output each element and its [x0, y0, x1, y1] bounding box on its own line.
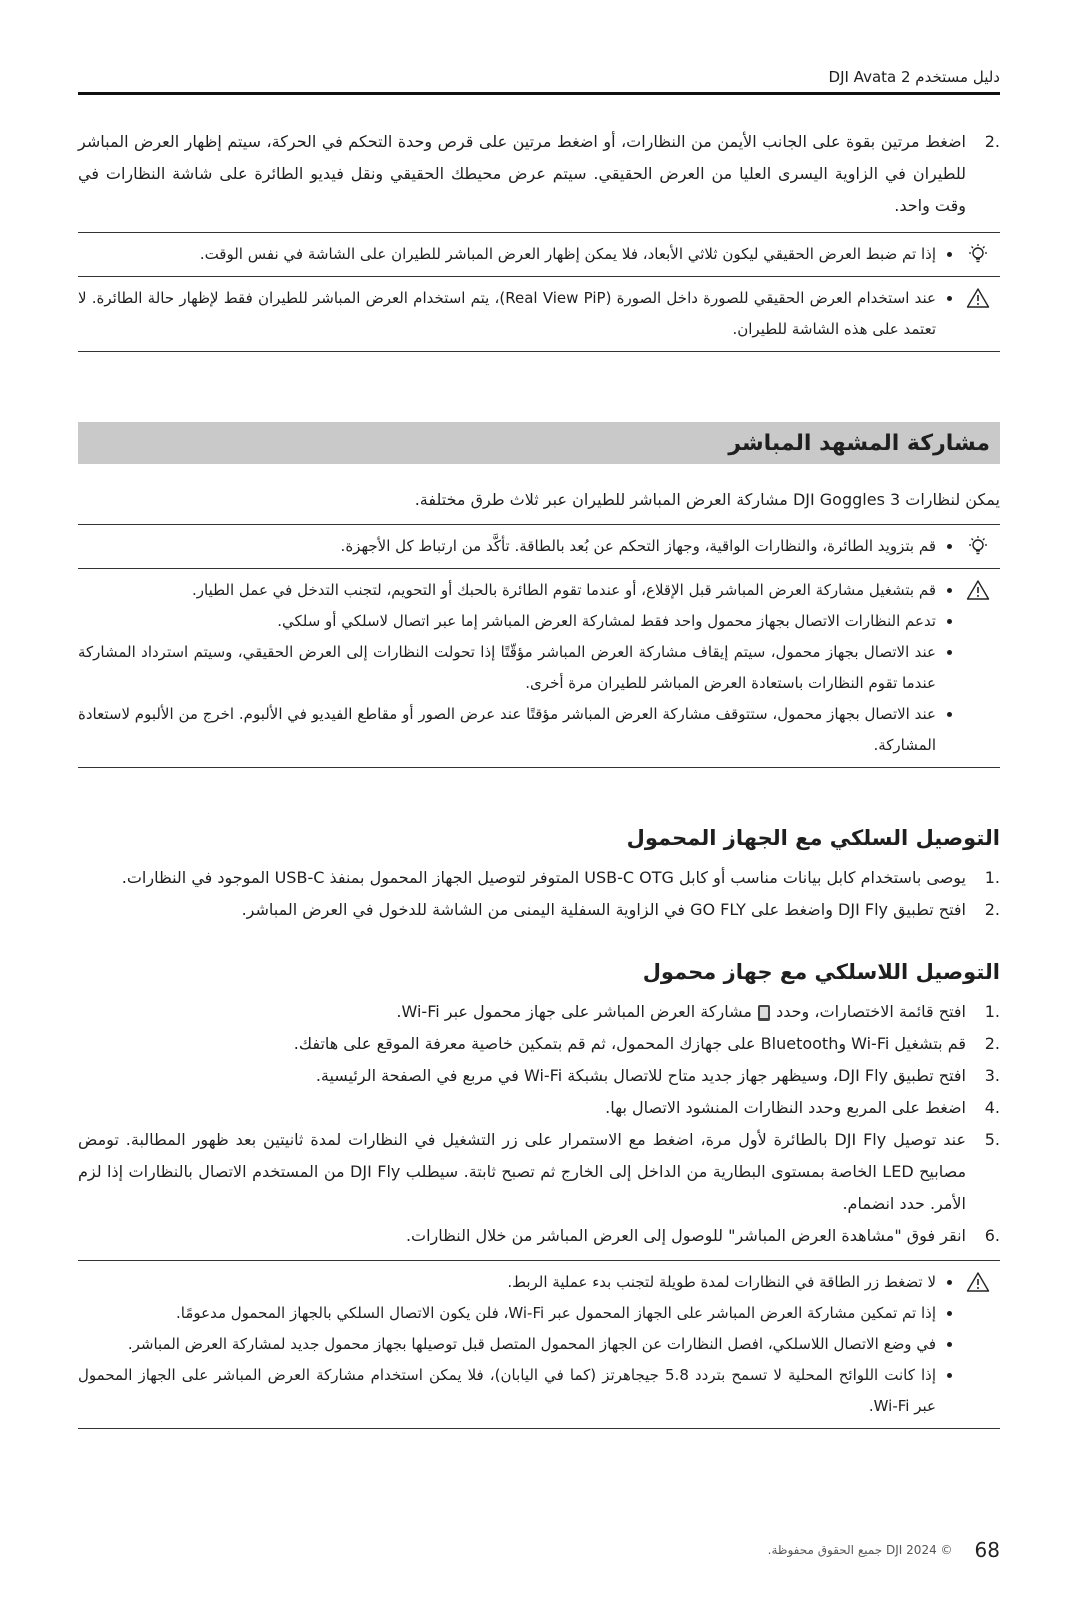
step-text-before: افتح قائمة الاختصارات، وحدد [776, 1002, 966, 1021]
step-number: .2 [984, 900, 1000, 919]
list-item: • إذا تم تمكين مشاركة العرض المباشر على الجهاز المحمول عبر Wi-Fi، فلن يكون الاتصال السلكي بالجهاز المحمول مدعومًا. [78, 1298, 936, 1329]
page-number: 68 [974, 1538, 1000, 1562]
step-number: .2 [984, 132, 1000, 151]
step-text: انقر فوق "مشاهدة العرض المباشر" للوصول إلى العرض المباشر من خلال النظارات. [405, 1226, 966, 1245]
wireless-step-5 [78, 1124, 1000, 1220]
top-warning-box [78, 276, 1000, 352]
warning-icon [956, 1267, 1000, 1422]
step-text: اضغط مرتين بقوة على الجانب الأيمن من النظارات، أو اضغط مرتين على قرص وحدة التحكم في الحركة، سيتم إظهار العرض المباشر للطيران في الزاوية اليسرى العليا من العرض الحقيقي. سيتم عرض محيطك الحقيقي ونقل فيديو الطائرة على شاشة النظارات في وقت واحد. [78, 132, 966, 215]
step-number: .4 [984, 1098, 1000, 1117]
step-number: .3 [984, 1066, 1000, 1085]
step-number: .6 [984, 1226, 1000, 1245]
section-title-bar [78, 422, 1000, 464]
list-item: • عند الاتصال بجهاز محمول، ستتوقف مشاركة العرض المباشر مؤقتًا عند عرض الصور أو مقاطع الفيديو في الألبوم. اخرج من الألبوم لاستعادة المشاركة. [78, 699, 936, 761]
header-title: دليل مستخدم DJI Avata 2 [828, 68, 1000, 86]
warning-list [78, 283, 956, 345]
warning-icon [956, 283, 1000, 345]
step-text: عند توصيل DJI Fly بالطائرة لأول مرة، اضغط مع الاستمرار على زر التشغيل في النظارات لمدة ثانيتين بعد ظهور المطالبة. تومض مصابيح LED الخاصة بمستوى البطارية من الداخل إلى الخارج ثم تصبح ثابتة. سيطلب DJI Fly من المستخدم الاتصال بالنظارات إذا لزم الأمر. حدد انضمام. [78, 1130, 967, 1213]
lightbulb-icon [956, 239, 1000, 270]
list-item: • قم بتشغيل مشاركة العرض المباشر قبل الإقلاع، أو عندما تقوم الطائرة بالحبك أو التحويم، لتجنب التدخل في عمل الطيار. [78, 575, 936, 606]
top-tip-box [78, 232, 1000, 276]
list-item: • قم بتزويد الطائرة، والنظارات الواقية، وجهاز التحكم عن بُعد بالطاقة. تأكَّد من ارتباط كل الأجهزة. [78, 531, 936, 562]
page-header [78, 62, 1000, 95]
wired-step-2 [78, 894, 1000, 926]
step-number: .5 [984, 1130, 1000, 1149]
section-title: مشاركة المشهد المباشر [728, 430, 990, 456]
wireless-step-4 [78, 1092, 1000, 1124]
step-number: .1 [984, 1002, 1000, 1021]
list-item: • إذا تم ضبط العرض الحقيقي ليكون ثلاثي الأبعاد، فلا يمكن إظهار العرض المباشر للطيران على الشاشة في نفس الوقت. [78, 239, 936, 270]
wireless-step-3 [78, 1060, 1000, 1092]
share-phone-icon [757, 1004, 771, 1022]
step-text: يوصى باستخدام كابل بيانات مناسب أو كابل USB-C OTG المتوفر لتوصيل الجهاز المحمول بمنفذ USB-C الموجود في النظارات. [121, 868, 966, 887]
wireless-step-1 [78, 996, 1000, 1028]
lightbulb-icon [956, 531, 1000, 562]
wireless-warning-box [78, 1260, 1000, 1429]
warning-icon [956, 575, 1000, 761]
wired-heading: التوصيل السلكي مع الجهاز المحمول [626, 826, 1000, 850]
list-item: • عند استخدام العرض الحقيقي للصورة داخل الصورة (Real View PiP)، يتم استخدام العرض المباشر للطيران فقط لإظهار حالة الطائرة. لا تعتمد على هذه الشاشة للطيران. [78, 283, 936, 345]
step-number: .2 [984, 1034, 1000, 1053]
list-item: • إذا كانت اللوائح المحلية لا تسمح بتردد 5.8 جيجاهرتز (كما في اليابان)، فلا يمكن استخدام مشاركة العرض المباشر على الجهاز المحمول عبر Wi-Fi. [78, 1360, 936, 1422]
step-text [78, 996, 966, 1028]
step-text: افتح تطبيق DJI Fly واضغط على GO FLY في الزاوية السفلية اليمنى من الشاشة للدخول في العرض المباشر. [241, 900, 966, 919]
list-item: • في وضع الاتصال اللاسلكي، افصل النظارات عن الجهاز المحمول المتصل قبل توصيلها بجهاز محمول جديد لمشاركة العرض المباشر. [78, 1329, 936, 1360]
step-number: .1 [984, 868, 1000, 887]
step-text: اضغط على المربع وحدد النظارات المنشود الاتصال بها. [605, 1098, 966, 1117]
section-intro: يمكن لنظارات DJI Goggles 3 مشاركة العرض المباشر للطيران عبر ثلاث طرق مختلفة. [414, 490, 1000, 509]
step-text: قم بتشغيل Wi-Fi وBluetooth على جهازك المحمول، ثم قم بتمكين خاصية معرفة الموقع على هاتفك. [293, 1034, 966, 1053]
top-step-2 [78, 126, 1000, 222]
step-text: افتح تطبيق DJI Fly، وسيظهر جهاز جديد متاح للاتصال بشبكة Wi-Fi في مربع في الصفحة الرئيسية. [315, 1066, 966, 1085]
section-warning-box [78, 568, 1000, 768]
warning-list [78, 1267, 956, 1422]
page-content [78, 126, 1000, 1429]
page-footer [768, 1538, 1000, 1562]
tip-list [78, 239, 956, 270]
wireless-step-6 [78, 1220, 1000, 1252]
list-item: • عند الاتصال بجهاز محمول، سيتم إيقاف مشاركة العرض المباشر مؤقّتًا إذا تحولت النظارات إلى العرض الحقيقي، وسيتم استرداد المشاركة عندما تقوم النظارات باستعادة العرض المباشر للطيران مرة أخرى. [78, 637, 936, 699]
copyright: © 2024 DJI جميع الحقوق محفوظة. [767, 1543, 953, 1557]
list-item: • لا تضغط زر الطاقة في النظارات لمدة طويلة لتجنب بدء عملية الربط. [78, 1267, 936, 1298]
tip-list [78, 531, 956, 562]
step-text-after: مشاركة العرض المباشر على جهاز محمول عبر Wi-Fi. [396, 1002, 752, 1021]
wired-step-1 [78, 862, 1000, 894]
section-tip-box [78, 524, 1000, 568]
warning-list [78, 575, 956, 761]
wireless-step-2 [78, 1028, 1000, 1060]
wireless-heading: التوصيل اللاسلكي مع جهاز محمول [642, 960, 1000, 984]
list-item: • تدعم النظارات الاتصال بجهاز محمول واحد فقط لمشاركة العرض المباشر إما عبر اتصال لاسلكي أو سلكي. [78, 606, 936, 637]
